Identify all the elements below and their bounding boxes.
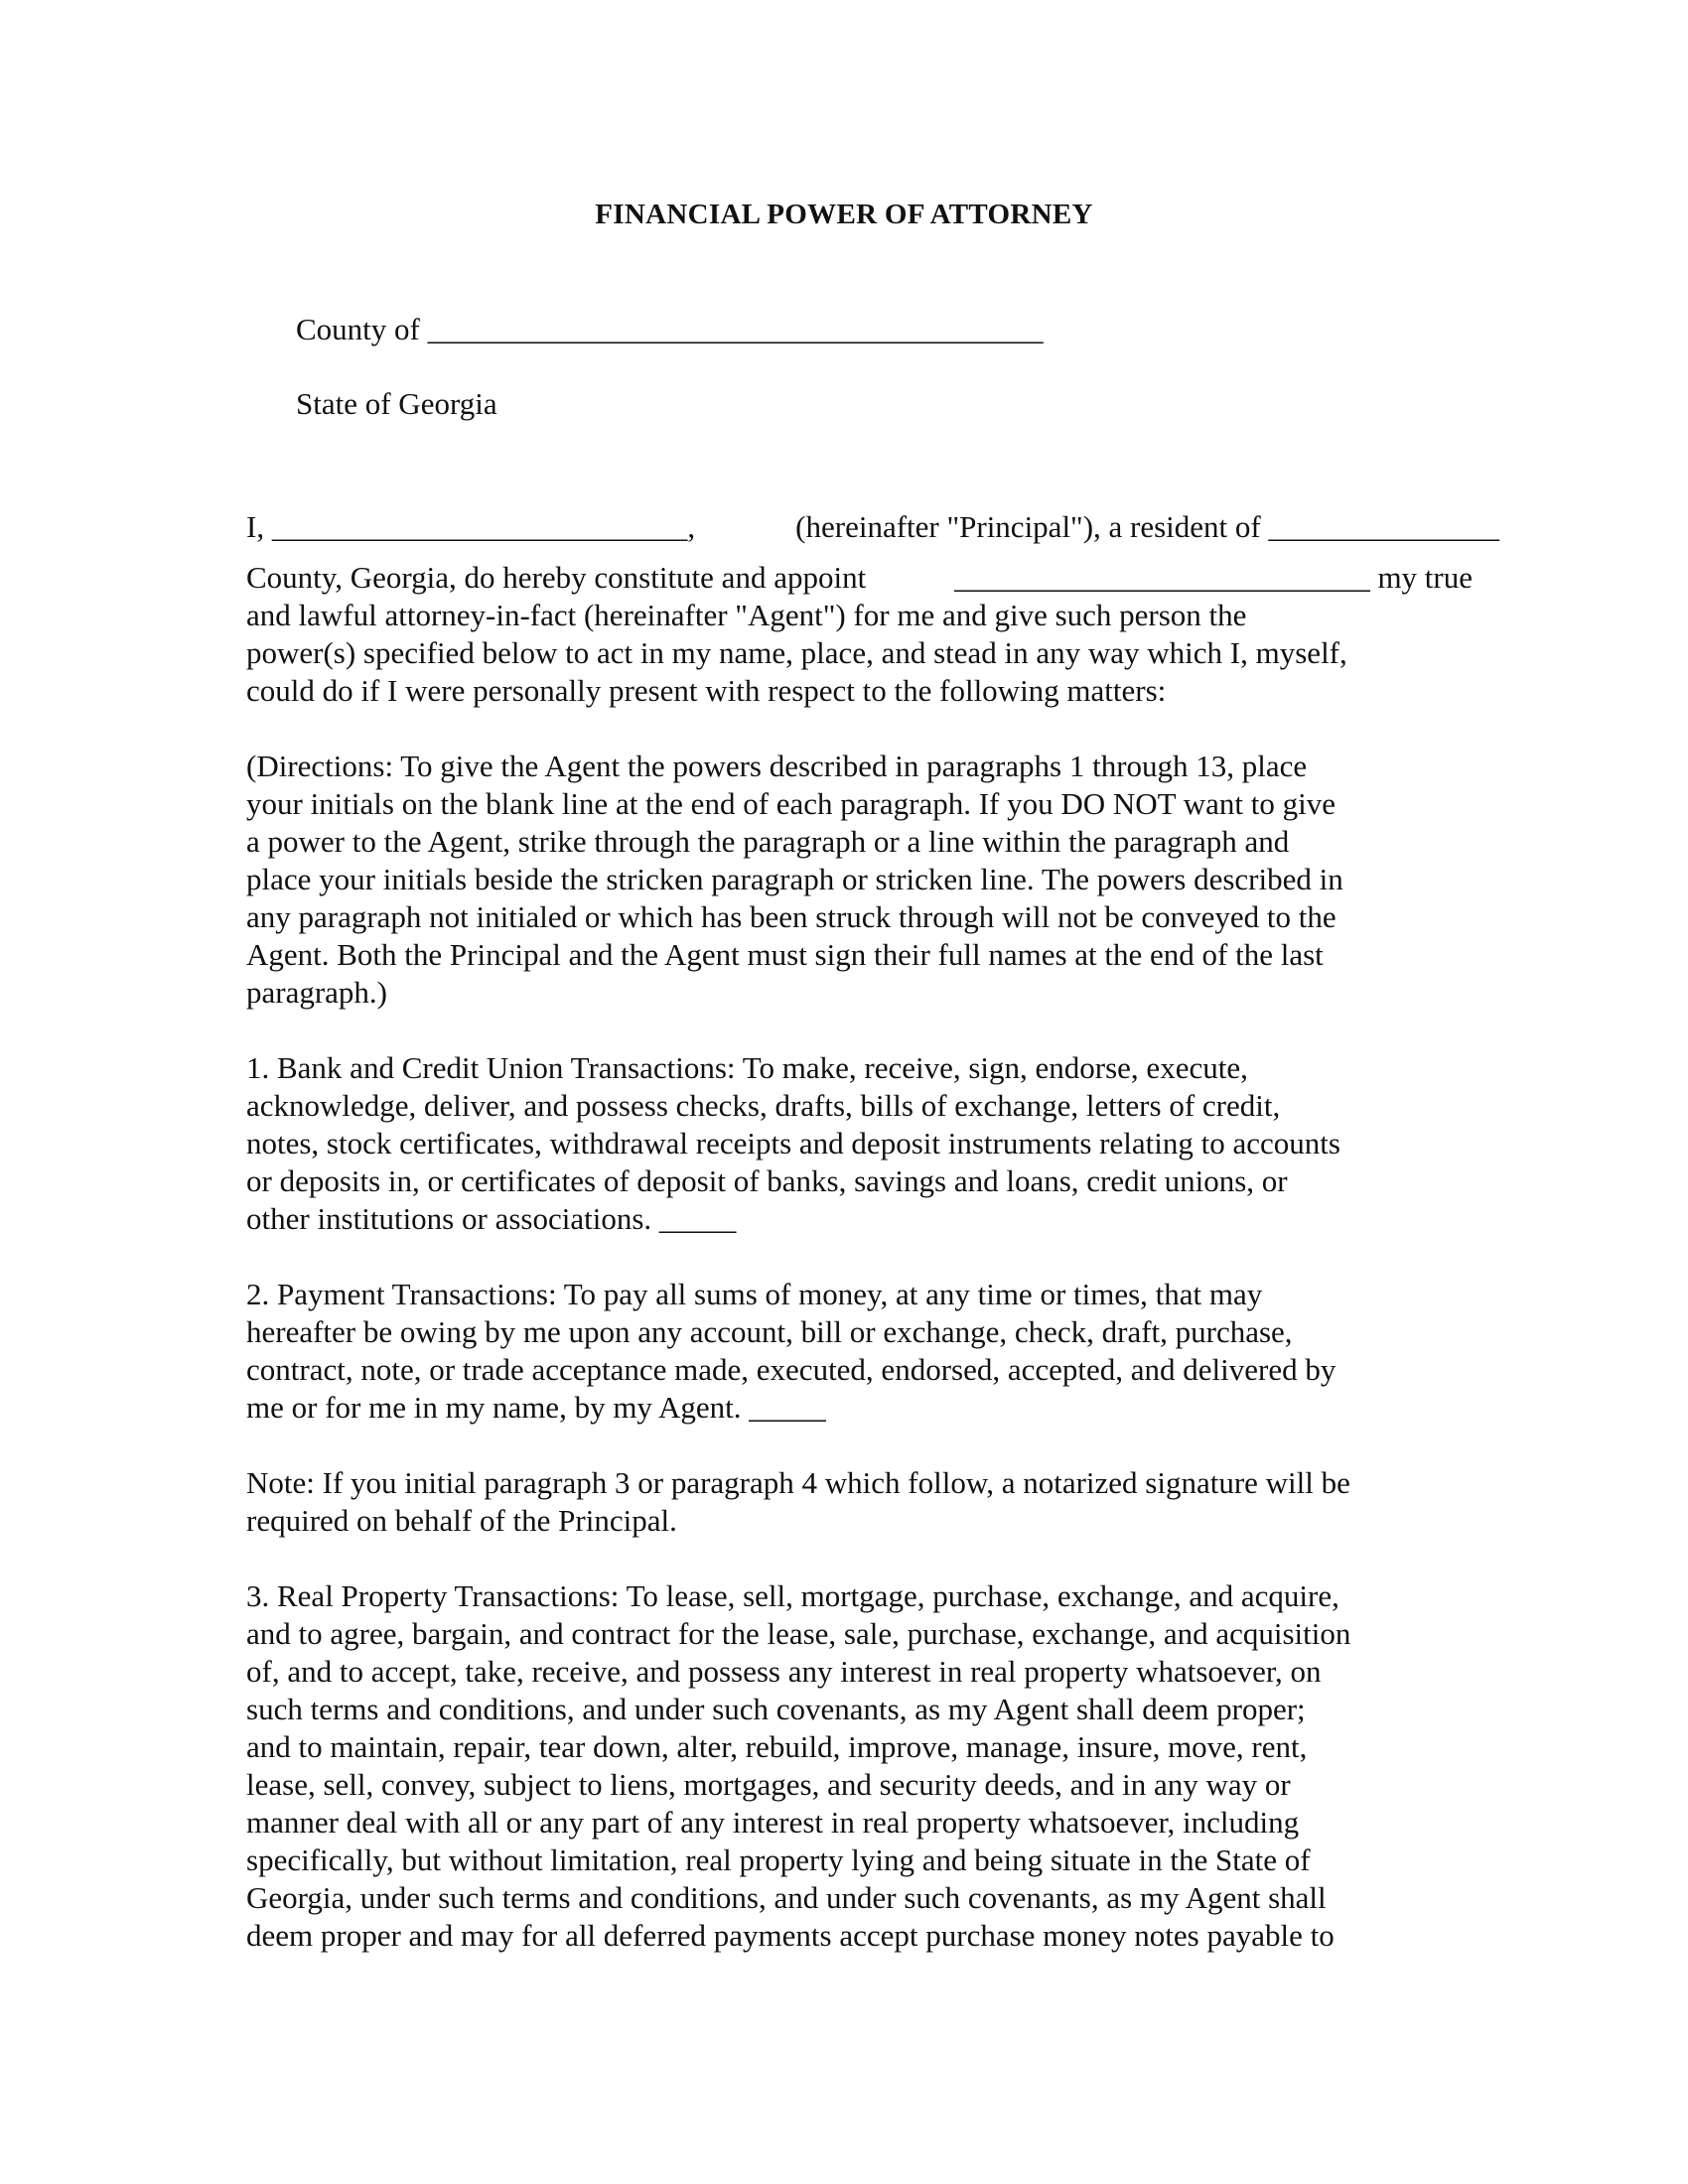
document-title: FINANCIAL POWER OF ATTORNEY bbox=[595, 199, 1093, 230]
text-line: hereafter be owing by me upon any account, bill or exchange, check, draft, purchase, bbox=[246, 1314, 1293, 1349]
text-line: acknowledge, deliver, and possess checks, drafts, bills of exchange, letters of credit, bbox=[246, 1088, 1281, 1123]
text-line: lease, sell, convey, subject to liens, mortgages, and security deeds, and in any way or bbox=[246, 1767, 1291, 1802]
paragraph-2-payment-transactions bbox=[246, 1276, 1477, 1427]
text-line: could do if I were personally present with respect to the following matters: bbox=[246, 673, 1167, 708]
text-line: and lawful attorney-in-fact (hereinafter "Agent") for me and give such person the bbox=[246, 598, 1247, 632]
text-line: and to agree, bargain, and contract for the lease, sale, purchase, exchange, and acquisition bbox=[246, 1616, 1351, 1651]
notarization-note bbox=[246, 1464, 1477, 1540]
text-line: (Directions: To give the Agent the powers described in paragraphs 1 through 13, place bbox=[246, 749, 1308, 783]
text-line: 1. Bank and Credit Union Transactions: To make, receive, sign, endorse, execute, bbox=[246, 1050, 1248, 1085]
agent-name-blank: ___________________________ my true bbox=[954, 560, 1473, 595]
intro-line-1 bbox=[246, 508, 1499, 546]
county-line: County of ________________________________________ bbox=[296, 312, 1044, 346]
text-line: other institutions or associations. _____ bbox=[246, 1201, 737, 1236]
text-line: 3. Real Property Transactions: To lease, sell, mortgage, purchase, exchange, and acquire, bbox=[246, 1578, 1339, 1613]
text-line: 2. Payment Transactions: To pay all sums of money, at any time or times, that may bbox=[246, 1277, 1263, 1311]
appointment-paragraph bbox=[246, 597, 1477, 710]
text-line: specifically, but without limitation, real property lying and being situate in the State of bbox=[246, 1843, 1311, 1877]
text-line: contract, note, or trade acceptance made, executed, endorsed, accepted, and delivered by bbox=[246, 1352, 1336, 1387]
text-line: deem proper and may for all deferred payments accept purchase money notes payable to bbox=[246, 1918, 1335, 1953]
text-line: a power to the Agent, strike through the paragraph or a line within the paragraph and bbox=[246, 824, 1290, 859]
text-line: place your initials beside the stricken paragraph or stricken line. The powers described in bbox=[246, 862, 1343, 896]
text-line: of, and to accept, take, receive, and possess any interest in real property whatsoever, on bbox=[246, 1654, 1322, 1689]
text-line: power(s) specified below to act in my name, place, and stead in any way which I, myself, bbox=[246, 635, 1347, 670]
text-line: or deposits in, or certificates of deposit of banks, savings and loans, credit unions, or bbox=[246, 1163, 1288, 1198]
paragraph-1-bank-transactions bbox=[246, 1049, 1477, 1238]
text-line: Georgia, under such terms and conditions, and under such covenants, as my Agent shall bbox=[246, 1880, 1327, 1915]
text-line: and to maintain, repair, tear down, alter, rebuild, improve, manage, insure, move, rent, bbox=[246, 1729, 1308, 1764]
text-line: paragraph.) bbox=[246, 975, 387, 1010]
text-line: your initials on the blank line at the end of each paragraph. If you DO NOT want to give bbox=[246, 786, 1336, 821]
principal-residence-blank: (hereinafter "Principal"), a resident of _______________ bbox=[795, 509, 1499, 544]
text-line: such terms and conditions, and under such covenants, as my Agent shall deem proper; bbox=[246, 1692, 1306, 1726]
state-line: State of Georgia bbox=[296, 386, 497, 421]
text-line: me or for me in my name, by my Agent. _____ bbox=[246, 1390, 826, 1425]
text-line: notes, stock certificates, withdrawal receipts and deposit instruments relating to accounts bbox=[246, 1126, 1340, 1160]
appoint-text: County, Georgia, do hereby constitute and appoint bbox=[246, 560, 867, 595]
principal-name-blank: I, ___________________________, bbox=[246, 509, 696, 544]
directions-paragraph bbox=[246, 748, 1477, 1012]
text-line: any paragraph not initialed or which has been struck through will not be conveyed to the bbox=[246, 899, 1336, 934]
text-line: Agent. Both the Principal and the Agent must sign their full names at the end of the last bbox=[246, 937, 1324, 972]
text-line: Note: If you initial paragraph 3 or paragraph 4 which follow, a notarized signature will be bbox=[246, 1465, 1350, 1500]
text-line: manner deal with all or any part of any interest in real property whatsoever, including bbox=[246, 1805, 1300, 1840]
paragraph-3-real-property bbox=[246, 1577, 1477, 1955]
text-line: required on behalf of the Principal. bbox=[246, 1503, 677, 1538]
intro-line-2 bbox=[246, 559, 1473, 597]
